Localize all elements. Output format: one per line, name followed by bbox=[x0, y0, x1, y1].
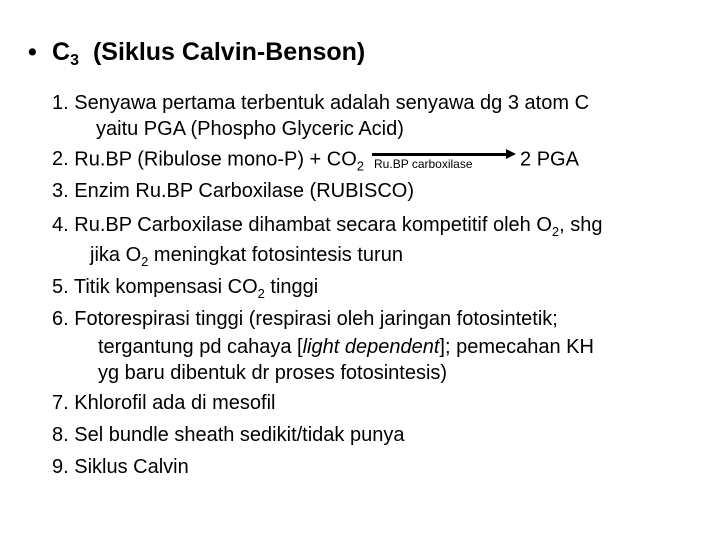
item-text: Ru.BP Carboxilase dihambat secara kompetitif oleh O bbox=[74, 214, 552, 236]
item-number: 5. bbox=[52, 276, 69, 298]
list-item-1 bbox=[52, 92, 589, 115]
item-text: yaitu PGA (Phospho Glyceric Acid) bbox=[96, 118, 404, 140]
item-number: 2. bbox=[52, 148, 69, 171]
list-item-9 bbox=[52, 456, 189, 479]
list-item-4-cont bbox=[90, 244, 403, 269]
list-item-3 bbox=[52, 180, 414, 203]
item-text: yg baru dibentuk dr proses fotosintesis) bbox=[98, 362, 448, 384]
list-item-8 bbox=[52, 424, 404, 447]
item-text: meningkat fotosintesis turun bbox=[148, 244, 403, 266]
item-text-italic: light dependent bbox=[302, 336, 440, 358]
bullet-icon: • bbox=[28, 38, 37, 66]
list-item-1-cont bbox=[96, 118, 404, 141]
item-text: Siklus Calvin bbox=[74, 456, 189, 478]
list-item-5 bbox=[52, 276, 318, 301]
reaction-arrow bbox=[372, 148, 516, 172]
item-number: 9. bbox=[52, 456, 69, 478]
item-text: Ru.BP (Ribulose mono-P) + CO bbox=[74, 148, 357, 171]
item-number: 8. bbox=[52, 424, 69, 446]
item-text: Enzim Ru.BP Carboxilase (RUBISCO) bbox=[74, 180, 414, 202]
item-text: Sel bundle sheath sedikit/tidak punya bbox=[74, 424, 405, 446]
arrow-head-icon bbox=[506, 149, 516, 159]
subscript: 2 bbox=[141, 254, 149, 269]
item-text: Senyawa pertama terbentuk adalah senyawa dg 3 atom C bbox=[74, 92, 590, 114]
list-item-6-cont2 bbox=[98, 362, 447, 385]
item-text: Khlorofil ada di mesofil bbox=[74, 392, 276, 414]
subscript: 2 bbox=[257, 286, 265, 301]
list-item-7 bbox=[52, 392, 275, 415]
list-item-6-cont bbox=[98, 336, 594, 359]
item-text: ]; pemecahan KH bbox=[439, 336, 594, 358]
slide-title bbox=[28, 38, 365, 70]
list-item-6 bbox=[52, 308, 558, 331]
item-number: 1. bbox=[52, 92, 69, 114]
subscript: 2 bbox=[551, 224, 560, 239]
item-text: Fotorespirasi tinggi (respirasi oleh jaringan fotosintetik; bbox=[74, 308, 558, 330]
title-text: (Siklus Calvin-Benson) bbox=[92, 38, 366, 66]
item-text: tergantung pd cahaya [ bbox=[98, 336, 303, 358]
list-item-2 bbox=[52, 148, 579, 173]
item-number: 6. bbox=[52, 308, 69, 330]
item-number: 3. bbox=[52, 180, 69, 202]
arrow-line bbox=[372, 153, 510, 156]
title-subscript: 3 bbox=[70, 52, 79, 69]
title-prefix: C bbox=[52, 38, 71, 66]
list-item-4 bbox=[52, 214, 603, 239]
item-text: , shg bbox=[559, 214, 603, 236]
item-text: jika O bbox=[90, 244, 142, 266]
item-text: Titik kompensasi CO bbox=[73, 276, 258, 298]
item-number: 7. bbox=[52, 392, 69, 414]
item-number: 4. bbox=[52, 214, 69, 236]
arrow-label: Ru.BP carboxilase bbox=[374, 157, 473, 171]
item-text-product: 2 PGA bbox=[520, 148, 579, 171]
subscript: 2 bbox=[356, 158, 365, 174]
item-text: tinggi bbox=[264, 276, 319, 298]
